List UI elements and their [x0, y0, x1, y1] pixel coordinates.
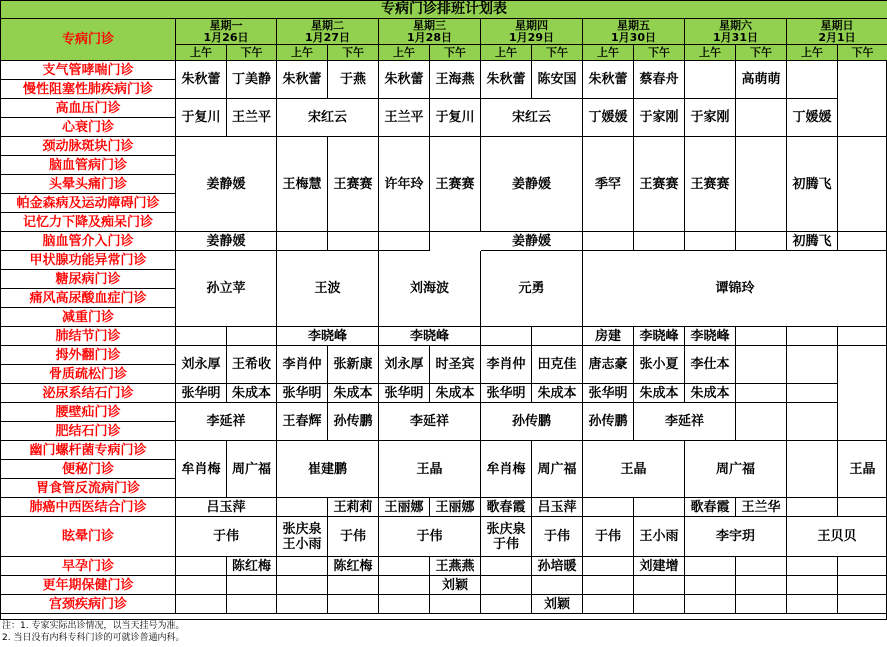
doctor-cell: 刘永厚: [176, 346, 227, 384]
doctor-cell: 张华明: [176, 384, 227, 403]
am-header: 上午: [583, 45, 634, 61]
doctor-cell: 张华明: [379, 384, 430, 403]
doctor-cell: 李延祥: [176, 403, 277, 441]
specialty-label: 幽门螺杆菌专病门诊: [1, 441, 176, 460]
doctor-cell: 王希收: [227, 346, 277, 384]
doctor-cell: 刘海波: [379, 251, 481, 327]
doctor-cell: [634, 595, 685, 614]
specialty-label: 眩晕门诊: [1, 517, 176, 557]
weekday-label: 星期四: [515, 19, 548, 32]
doctor-cell: 于伟: [328, 517, 379, 557]
doctor-cell: 张华明: [583, 384, 634, 403]
doctor-cell: 李肖仲: [481, 346, 532, 384]
specialty-label: 脑血管介入门诊: [1, 232, 176, 251]
doctor-cell: 朱秋蕾: [277, 61, 328, 99]
doctor-cell: 朱成本: [430, 384, 481, 403]
doctor-cell: 张庆泉 王小雨: [277, 517, 328, 557]
doctor-cell: 王兰平: [379, 99, 430, 137]
specialty-label: 帕金森病及运动障碍门诊: [1, 194, 176, 213]
doctor-cell: 田克佳: [532, 346, 583, 384]
doctor-cell: 王赛赛: [685, 137, 736, 232]
doctor-cell: 初腾飞: [787, 232, 838, 251]
note-line-1: 注：1. 专家实际出诊情况，以当天挂号为准。: [2, 621, 185, 631]
doctor-cell: 宋红云: [481, 99, 583, 137]
pm-header: 下午: [634, 45, 685, 61]
doctor-cell: [736, 595, 787, 614]
doctor-cell: 姜静媛: [176, 232, 277, 251]
specialty-label: 脑血管病门诊: [1, 156, 176, 175]
specialty-label: 胃食管反流病门诊: [1, 479, 176, 498]
doctor-cell: [328, 595, 379, 614]
doctor-cell: 于伟: [583, 517, 634, 557]
doctor-cell: 朱秋蕾: [379, 61, 430, 99]
doctor-cell: [481, 557, 532, 576]
specialty-label: 减重门诊: [1, 308, 176, 327]
doctor-cell: [227, 595, 277, 614]
doctor-cell: 元勇: [481, 251, 583, 327]
doctor-cell: 王赛赛: [634, 137, 685, 232]
specialty-label: 头晕头痛门诊: [1, 175, 176, 194]
day-header: [481, 19, 583, 45]
specialty-label: 痛风高尿酸血症门诊: [1, 289, 176, 308]
doctor-cell: 房建: [583, 327, 634, 346]
doctor-cell: 丁美静: [227, 61, 277, 99]
doctor-cell: 王波: [277, 251, 379, 327]
doctor-cell: 刘颖: [430, 576, 481, 595]
day-header: [787, 19, 887, 45]
doctor-cell: [838, 137, 887, 232]
specialty-label: 宫颈疾病门诊: [1, 595, 176, 614]
am-header: 上午: [277, 45, 328, 61]
doctor-cell: 王春辉: [277, 403, 328, 441]
doctor-cell: 于复川: [430, 99, 481, 137]
doctor-cell: [176, 595, 227, 614]
doctor-cell: 王赛赛: [430, 137, 481, 232]
doctor-cell: 李延祥: [379, 403, 481, 441]
doctor-cell: [227, 327, 277, 346]
doctor-cell: [328, 576, 379, 595]
doctor-cell: [685, 232, 736, 251]
doctor-cell: [277, 595, 328, 614]
doctor-cell: 歌春霞: [685, 498, 736, 517]
doctor-cell: 张庆泉 于伟: [481, 517, 532, 557]
doctor-cell: [736, 557, 787, 576]
doctor-cell: 崔建鹏: [277, 441, 379, 498]
doctor-cell: [736, 99, 787, 137]
doctor-cell: 于伟: [176, 517, 277, 557]
doctor-cell: 姜静媛: [481, 137, 583, 232]
doctor-cell: 吕玉萍: [176, 498, 277, 517]
doctor-cell: 朱成本: [532, 384, 583, 403]
specialty-label: 慢性阻塞性肺疾病门诊: [1, 80, 176, 99]
pm-header: 下午: [838, 45, 887, 61]
doctor-cell: [227, 576, 277, 595]
doctor-cell: 朱成本: [328, 384, 379, 403]
doctor-cell: 王丽娜: [379, 498, 430, 517]
weekday-label: 星期日: [820, 19, 854, 32]
doctor-cell: [481, 576, 532, 595]
am-header: 上午: [787, 45, 838, 61]
doctor-cell: [838, 232, 887, 251]
doctor-cell: [685, 595, 736, 614]
day-header: [379, 19, 481, 45]
doctor-cell: [277, 557, 328, 576]
doctor-cell: [736, 576, 787, 595]
doctor-cell: 丁媛媛: [787, 99, 838, 137]
doctor-cell: 李仕本: [685, 346, 736, 384]
doctor-cell: [532, 327, 583, 346]
doctor-cell: 王莉莉: [328, 498, 379, 517]
specialty-label: 骨质疏松门诊: [1, 365, 176, 384]
pm-header: 下午: [328, 45, 379, 61]
doctor-cell: 牟肖梅: [481, 441, 532, 498]
date-label: 1月29日: [509, 30, 554, 44]
date-label: 1月26日: [203, 30, 249, 44]
doctor-cell: [583, 576, 634, 595]
doctor-cell: [583, 498, 634, 517]
doctor-cell: 孙培暖: [532, 557, 583, 576]
doctor-cell: [787, 595, 838, 614]
doctor-cell: 于家刚: [634, 99, 685, 137]
doctor-cell: 张小夏: [634, 346, 685, 384]
pm-header: 下午: [736, 45, 787, 61]
doctor-cell: [634, 498, 685, 517]
day-header: [277, 19, 379, 45]
doctor-cell: 牟肖梅: [176, 441, 227, 498]
doctor-cell: [787, 498, 838, 517]
doctor-cell: [787, 346, 838, 384]
notes: [0, 620, 887, 647]
doctor-cell: 陈红梅: [227, 557, 277, 576]
specialty-label: 腰壁疝门诊: [1, 403, 176, 422]
date-label: 1月28日: [407, 30, 452, 44]
doctor-cell: [532, 576, 583, 595]
doctor-cell: 姜静媛: [481, 232, 583, 251]
doctor-cell: 朱秋蕾: [481, 61, 532, 99]
doctor-cell: [634, 576, 685, 595]
weekday-label: 星期三: [413, 19, 446, 32]
doctor-cell: 王海燕: [430, 61, 481, 99]
specialty-label: 泌尿系结石门诊: [1, 384, 176, 403]
doctor-cell: 王赛赛: [328, 137, 379, 232]
doctor-cell: [736, 327, 787, 346]
doctor-cell: 朱成本: [685, 384, 736, 403]
doctor-cell: [481, 327, 532, 346]
doctor-cell: [328, 232, 379, 251]
doctor-cell: 朱秋蕾: [176, 61, 227, 99]
specialty-label: 更年期保健门诊: [1, 576, 176, 595]
doctor-cell: 姜静媛: [176, 137, 277, 232]
doctor-cell: 于伟: [379, 517, 481, 557]
specialty-label: 肥结石门诊: [1, 422, 176, 441]
doctor-cell: [787, 327, 838, 346]
doctor-cell: [736, 384, 787, 403]
date-label: 1月30日: [611, 30, 656, 44]
specialty-label: 支气管哮喘门诊: [1, 61, 176, 80]
doctor-cell: [787, 384, 838, 403]
doctor-cell: 李延祥: [634, 403, 736, 441]
doctor-cell: 李肖仲: [277, 346, 328, 384]
weekday-label: 星期六: [719, 19, 752, 32]
doctor-cell: 朱成本: [227, 384, 277, 403]
day-header: [685, 19, 787, 45]
doctor-cell: [838, 99, 887, 137]
doctor-cell: [838, 576, 887, 595]
doctor-cell: 王兰华: [736, 498, 787, 517]
doctor-cell: [481, 595, 532, 614]
date-label: 2月1日: [818, 30, 856, 44]
doctor-cell: [685, 576, 736, 595]
doctor-cell: [277, 576, 328, 595]
doctor-cell: 王丽娜: [430, 498, 481, 517]
doctor-cell: 于家刚: [685, 99, 736, 137]
doctor-cell: [379, 557, 430, 576]
doctor-cell: [787, 557, 838, 576]
doctor-cell: 于燕: [328, 61, 379, 99]
specialty-label: 颈动脉斑块门诊: [1, 137, 176, 156]
pm-header: 下午: [532, 45, 583, 61]
specialty-label: 甲状腺功能异常门诊: [1, 251, 176, 270]
doctor-cell: 季罕: [583, 137, 634, 232]
doctor-cell: [787, 441, 838, 498]
doctor-cell: 张华明: [277, 384, 328, 403]
doctor-cell: [176, 557, 227, 576]
doctor-cell: 张新康: [328, 346, 379, 384]
specialty-label: 糖尿病门诊: [1, 270, 176, 289]
doctor-cell: [787, 576, 838, 595]
doctor-cell: [838, 327, 887, 346]
specialty-label: 心衰门诊: [1, 118, 176, 137]
weekday-label: 星期二: [311, 19, 344, 32]
doctor-cell: 孙立苹: [176, 251, 277, 327]
doctor-cell: [838, 403, 887, 441]
weekday-label: 星期一: [209, 19, 243, 32]
doctor-cell: 周广福: [532, 441, 583, 498]
doctor-cell: 刘建增: [634, 557, 685, 576]
page-title: 专病门诊排班计划表: [1, 1, 887, 19]
doctor-cell: 王小雨: [634, 517, 685, 557]
doctor-cell: 王燕燕: [430, 557, 481, 576]
doctor-cell: [176, 576, 227, 595]
doctor-cell: [277, 232, 328, 251]
doctor-cell: 李晓峰: [277, 327, 379, 346]
doctor-cell: [379, 595, 430, 614]
doctor-cell: 孙传鹏: [328, 403, 379, 441]
doctor-cell: 王晶: [379, 441, 481, 498]
doctor-cell: 蔡春舟: [634, 61, 685, 99]
doctor-cell: 陈安国: [532, 61, 583, 99]
specialty-label: 肺结节门诊: [1, 327, 176, 346]
doctor-cell: 王晶: [583, 441, 685, 498]
doctor-cell: 李晓峰: [685, 327, 736, 346]
doctor-cell: [583, 557, 634, 576]
day-header: [583, 19, 685, 45]
specialty-label: 高血压门诊: [1, 99, 176, 118]
am-header: 上午: [379, 45, 430, 61]
doctor-cell: 王晶: [838, 441, 887, 498]
doctor-cell: 王梅慧: [277, 137, 328, 232]
doctor-cell: 王兰平: [227, 99, 277, 137]
doctor-cell: 刘永厚: [379, 346, 430, 384]
doctor-cell: 朱秋蕾: [583, 61, 634, 99]
doctor-cell: 陈红梅: [328, 557, 379, 576]
specialty-label: 早孕门诊: [1, 557, 176, 576]
note-line-2: 2. 当日没有内科专科门诊的可就诊普通内科。: [2, 633, 185, 643]
doctor-cell: 丁媛媛: [583, 99, 634, 137]
doctor-cell: 周广福: [227, 441, 277, 498]
pm-header: 下午: [430, 45, 481, 61]
doctor-cell: [379, 576, 430, 595]
doctor-cell: [430, 595, 481, 614]
am-header: 上午: [176, 45, 227, 61]
doctor-cell: [176, 327, 227, 346]
doctor-cell: 于复川: [176, 99, 227, 137]
doctor-cell: [583, 595, 634, 614]
doctor-cell: 孙传鹏: [583, 403, 634, 441]
doctor-cell: 李晓峰: [379, 327, 481, 346]
doctor-cell: [787, 403, 838, 441]
specialty-label: 肺癌中西医结合门诊: [1, 498, 176, 517]
doctor-cell: [838, 498, 887, 517]
doctor-cell: 于伟: [532, 517, 583, 557]
doctor-cell: [838, 595, 887, 614]
doctor-cell: [634, 232, 685, 251]
doctor-cell: 孙传鹏: [481, 403, 583, 441]
specialty-label: 便秘门诊: [1, 460, 176, 479]
date-label: 1月27日: [305, 30, 350, 44]
doctor-cell: [736, 137, 787, 232]
doctor-cell: [379, 232, 430, 251]
day-header: [176, 19, 277, 45]
pm-header: 下午: [227, 45, 277, 61]
specialty-label: 记忆力下降及痴呆门诊: [1, 213, 176, 232]
weekday-label: 星期五: [617, 19, 650, 32]
doctor-cell: 李晓峰: [634, 327, 685, 346]
specialty-label: 拇外翻门诊: [1, 346, 176, 365]
doctor-cell: 刘颖: [532, 595, 583, 614]
doctor-cell: [685, 557, 736, 576]
doctor-cell: 高萌萌: [736, 61, 787, 99]
doctor-cell: 李宇玥: [685, 517, 787, 557]
doctor-cell: 张华明: [481, 384, 532, 403]
doctor-cell: 唐志豪: [583, 346, 634, 384]
doctor-cell: [277, 498, 328, 517]
doctor-cell: 王贝贝: [787, 517, 887, 557]
doctor-cell: [736, 346, 787, 384]
doctor-cell: 谭锦玲: [583, 251, 887, 327]
doctor-cell: 吕玉萍: [532, 498, 583, 517]
doctor-cell: [736, 403, 787, 441]
doctor-cell: 周广福: [685, 441, 787, 498]
doctor-cell: [685, 61, 736, 99]
doctor-cell: [736, 232, 787, 251]
doctor-cell: 许年玲: [379, 137, 430, 232]
doctor-cell: 歌春霞: [481, 498, 532, 517]
doctor-cell: 朱成本: [634, 384, 685, 403]
am-header: 上午: [481, 45, 532, 61]
doctor-cell: [838, 557, 887, 576]
doctor-cell: [787, 61, 838, 99]
doctor-cell: 宋红云: [277, 99, 379, 137]
am-header: 上午: [685, 45, 736, 61]
doctor-cell: 初腾飞: [787, 137, 838, 232]
date-label: 1月31日: [713, 30, 758, 44]
doctor-cell: 时圣宾: [430, 346, 481, 384]
corner-label: 专病门诊: [1, 19, 176, 61]
doctor-cell: [583, 232, 634, 251]
